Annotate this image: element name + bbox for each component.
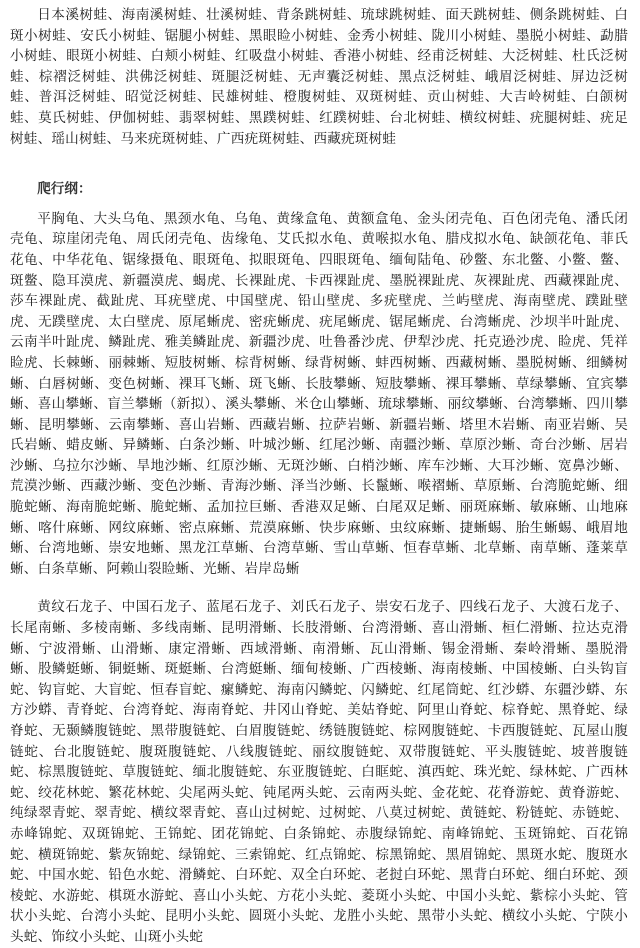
paragraph-skinks-snakes: 黄纹石龙子、中国石龙子、蓝尾石龙子、刘氏石龙子、崇安石龙子、四线石龙子、大渡石龙子、长尾南蜥、多棱南蜥、多线南蜥、昆明滑蜥、长肢滑蜥、台湾滑蜥、喜山滑蜥、桓仁滑蜥、拉达克滑蜥、宁波滑蜥、山滑蜥、康定滑蜥、西域滑蜥、南滑蜥、瓦山滑蜥、锡金滑蜥、秦岭滑蜥、墨脱滑蜥、股鳞蜓蜥、铜蜓蜥、斑蜓蜥、台湾蜓蜥、缅甸棱蜥、广西棱蜥、海南棱蜥、中国棱蜥、白头钩盲蛇、钩盲蛇、大盲蛇、恒春盲蛇、瘰鳞蛇、海南闪鳞蛇、闪鳞蛇、红尾筒蛇、红沙蟒、东疆沙蟒、东方沙蟒、青脊蛇、台湾脊蛇、海南脊蛇、井冈山脊蛇、美姑脊蛇、阿里山脊蛇、棕脊蛇、黑脊蛇、绿脊蛇、无颞鳞腹链蛇、黑带腹链蛇、白眉腹链蛇、绣链腹链蛇、棕网腹链蛇、卡西腹链蛇、瓦屋山腹链蛇、台北腹链蛇、腹斑腹链蛇、八线腹链蛇、丽纹腹链蛇、双带腹链蛇、平头腹链蛇、坡普腹链蛇、棕黑腹链蛇、草腹链蛇、缅北腹链蛇、东亚腹链蛇、白眶蛇、滇西蛇、珠光蛇、绿林蛇、广西林蛇、绞花林蛇、繁花林蛇、尖尾两头蛇、钝尾两头蛇、云南两头蛇、金花蛇、花脊游蛇、黄脊游蛇、纯绿翠青蛇、翠青蛇、横纹翠青蛇、喜山过树蛇、过树蛇、八莫过树蛇、黄链蛇、粉链蛇、赤链蛇、赤峰锦蛇、双斑锦蛇、王锦蛇、团花锦蛇、白条锦蛇、赤腹绿锦蛇、南峰锦蛇、玉斑锦蛇、百花锦蛇、横斑锦蛇、紫灰锦蛇、绿锦蛇、三索锦蛇、红点锦蛇、棕黑锦蛇、黑眉锦蛇、黑斑水蛇、腹斑水蛇、中国水蛇、铅色水蛇、滑鳞蛇、白环蛇、双全白环蛇、老挝白环蛇、黑背白环蛇、细白环蛇、颈棱蛇、水游蛇、棋斑水游蛇、喜山小头蛇、方花小头蛇、菱斑小头蛇、中国小头蛇、紫棕小头蛇、管状小头蛇、台湾小头蛇、昆明小头蛇、圆斑小头蛇、龙胜小头蛇、黑带小头蛇、横纹小头蛇、宁陕小头蛇、饰纹小头蛇、山斑小头蛇 (10, 599, 628, 945)
paragraph-tree-frogs: 日本溪树蛙、海南溪树蛙、壮溪树蛙、背条跳树蛙、琉球跳树蛙、面天跳树蛙、侧条跳树蛙、白斑小树蛙、安氏小树蛙、锯腿小树蛙、黑眼睑小树蛙、金秀小树蛙、陇川小树蛙、墨脱小树蛙、勐腊小树蛙、眼斑小树蛙、白颊小树蛙、红吸盘小树蛙、香港小树蛙、经甫泛树蛙、大泛树蛙、杜氏泛树蛙、棕褶泛树蛙、洪佛泛树蛙、斑腿泛树蛙、无声囊泛树蛙、黑点泛树蛙、峨眉泛树蛙、屏边泛树蛙、普洱泛树蛙、昭觉泛树蛙、民雄树蛙、橙腹树蛙、双斑树蛙、贡山树蛙、大吉岭树蛙、白颌树蛙、莫氏树蛙、伊伽树蛙、翡翠树蛙、黑蹼树蛙、红蹼树蛙、台北树蛙、横纹树蛙、疣腿树蛙、疣足树蛙、瑶山树蛙、马来疣斑树蛙、广西疣斑树蛙、西藏疣斑树蛙 (10, 7, 628, 147)
paragraph-turtles-geckos-agamas: 平胸龟、大头乌龟、黑颈水龟、乌龟、黄缘盒龟、黄额盒龟、金头闭壳龟、百色闭壳龟、潘氏闭壳龟、琼崖闭壳龟、周氏闭壳龟、齿缘龟、艾氏拟水龟、黄喉拟水龟、腊戍拟水龟、缺颌花龟、菲氏花龟、中华花龟、锯缘摄龟、眼斑龟、拟眼斑龟、四眼斑龟、缅甸陆龟、砂鳖、东北鳖、小鳖、鳖、斑鳖、隐耳漠虎、新疆漠虎、蝎虎、长裸趾虎、卡西裸趾虎、墨脱裸趾虎、灰裸趾虎、西藏裸趾虎、莎车裸趾虎、截趾虎、耳疣壁虎、中国壁虎、铅山壁虎、多疣壁虎、兰屿壁虎、海南壁虎、蹼趾壁虎、无蹼壁虎、太白壁虎、原尾蜥虎、密疣蜥虎、疣尾蜥虎、锯尾蜥虎、台湾蜥虎、沙坝半叶趾虎、云南半叶趾虎、鳞趾虎、雅美鳞趾虎、新疆沙虎、吐鲁番沙虎、伊犁沙虎、托克逊沙虎、睑虎、凭祥睑虎、长棘蜥、丽棘蜥、短肢树蜥、棕背树蜥、绿背树蜥、蚌西树蜥、西藏树蜥、墨脱树蜥、细鳞树蜥、白唇树蜥、变色树蜥、裸耳飞蜥、斑飞蜥、长肢攀蜥、短肢攀蜥、裸耳攀蜥、草绿攀蜥、宜宾攀蜥、喜山攀蜥、盲兰攀蜥（新拟）、溪头攀蜥、米仓山攀蜥、琉球攀蜥、丽纹攀蜥、台湾攀蜥、四川攀蜥、昆明攀蜥、云南攀蜥、喜山岩蜥、西藏岩蜥、拉萨岩蜥、新疆岩蜥、塔里木岩蜥、南亚岩蜥、吴氏岩蜥、蜡皮蜥、异鳞蜥、白条沙蜥、叶城沙蜥、红尾沙蜥、南疆沙蜥、草原沙蜥、奇台沙蜥、居岩沙蜥、乌拉尔沙蜥、旱地沙蜥、红原沙蜥、无斑沙蜥、白梢沙蜥、库车沙蜥、大耳沙蜥、宽鼻沙蜥、荒漠沙蜥、西藏沙蜥、变色沙蜥、青海沙蜥、泽当沙蜥、长鬣蜥、喉褶蜥、草原蜥、台湾脆蛇蜥、细脆蛇蜥、海南脆蛇蜥、脆蛇蜥、孟加拉巨蜥、香港双足蜥、白尾双足蜥、丽斑麻蜥、敏麻蜥、山地麻蜥、喀什麻蜥、网纹麻蜥、密点麻蜥、荒漠麻蜥、快步麻蜥、虫纹麻蜥、捷蜥蜴、胎生蜥蜴、峨眉地蜥、台湾地蜥、崇安地蜥、黑龙江草蜥、台湾草蜥、雪山草蜥、恒春草蜥、北草蜥、南草蜥、蓬莱草蜥、白条草蜥、阿赖山裂睑蜥、光蜥、岩岸岛蜥 (10, 210, 628, 577)
section-heading-reptiles: 爬行纲： (37, 181, 92, 198)
